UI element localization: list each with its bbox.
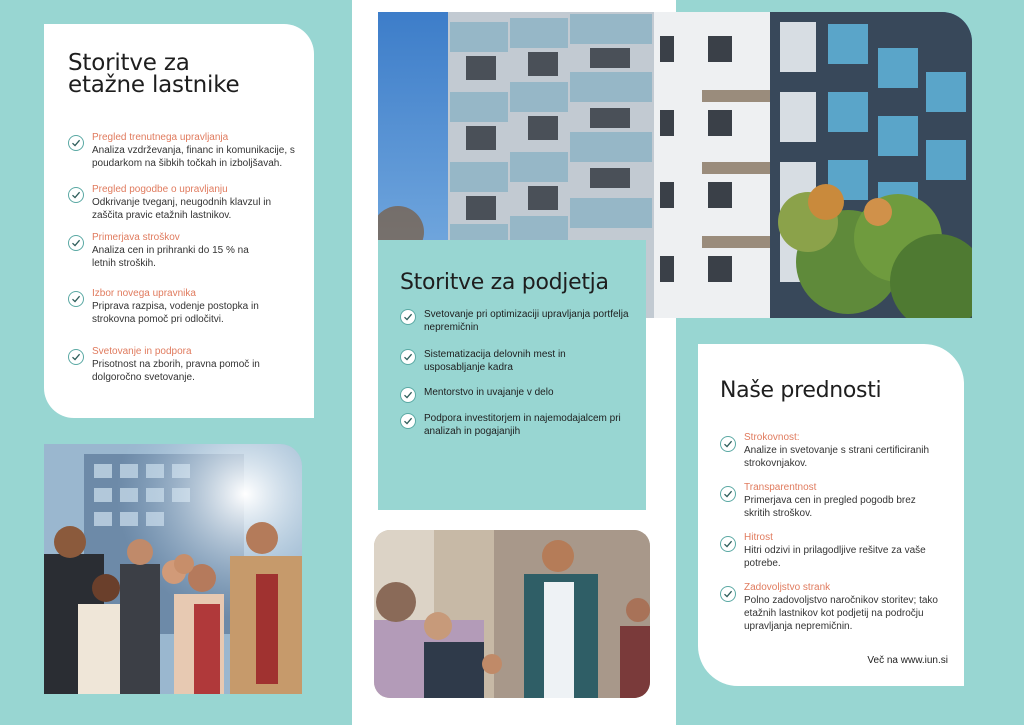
handshake-photo	[374, 530, 650, 698]
check-circle-icon	[720, 536, 736, 552]
item-description: Hitri odzivi in prilagodljive rešitve za vaše potrebe.	[744, 545, 926, 569]
list-item	[68, 232, 298, 288]
check-circle-icon	[720, 436, 736, 452]
item-text: Svetovanje pri optimizaciji upravljanja portfelja nepremičnin	[424, 309, 629, 333]
item-title: Strokovnost:	[744, 432, 800, 443]
list-item	[720, 482, 948, 532]
website-link[interactable]: Več na www.iun.si	[867, 655, 948, 666]
owners-services-list	[68, 132, 298, 384]
list-item	[68, 288, 298, 346]
check-circle-icon	[68, 349, 84, 365]
check-circle-icon	[400, 387, 416, 403]
item-title: Svetovanje in podpora	[92, 346, 192, 357]
check-circle-icon	[720, 586, 736, 602]
advantages-card	[698, 344, 964, 686]
list-item	[720, 582, 948, 633]
item-text: Podpora investitorjem in najemodajalcem pri analizah in pogajanjih	[424, 413, 621, 437]
check-circle-icon	[400, 349, 416, 365]
owners-services-title: Storitve za etažne lastnike	[68, 50, 240, 98]
owners-services-card	[44, 24, 314, 418]
advantages-list	[720, 432, 948, 633]
item-text: Mentorstvo in uvajanje v delo	[424, 387, 554, 398]
item-description: Analize in svetovanje s strani certificiranih strokovnjakov.	[744, 445, 930, 469]
item-title: Pregled trenutnega upravljanja	[92, 132, 229, 143]
item-description: Prisotnost na zborih, pravna pomoč in dolgoročno svetovanje.	[92, 359, 260, 383]
check-circle-icon	[68, 291, 84, 307]
check-circle-icon	[68, 135, 84, 151]
item-title: Hitrost	[744, 532, 773, 543]
company-services-list	[400, 308, 630, 438]
list-item	[400, 348, 630, 386]
item-text: Sistematizacija delovnih mest in usposabljanje kadra	[424, 349, 566, 373]
list-item	[720, 532, 948, 582]
item-description: Priprava razpisa, vodenje postopka in strokovna pomoč pri odločitvi.	[92, 301, 259, 325]
check-circle-icon	[68, 235, 84, 251]
item-description: Odkrivanje tveganj, neugodnih klavzul in zaščita pravic etažnih lastnikov.	[92, 197, 271, 221]
item-title: Izbor novega upravnika	[92, 288, 196, 299]
team-photo	[44, 444, 302, 694]
advantages-title: Naše prednosti	[720, 378, 882, 403]
list-item	[68, 184, 298, 232]
check-circle-icon	[400, 413, 416, 429]
item-title: Zadovoljstvo strank	[744, 582, 831, 593]
list-item	[68, 346, 298, 384]
company-services-card	[378, 240, 646, 510]
item-description: Polno zadovoljstvo naročnikov storitev; tako etažnih lastnikov kot podjetij na področju upravljanja nepremičnin.	[744, 595, 938, 632]
company-services-title: Storitve za podjetja	[400, 270, 609, 295]
check-circle-icon	[68, 187, 84, 203]
list-item	[400, 386, 630, 412]
item-description: Primerjava cen in pregled pogodb brez skritih stroškov.	[744, 495, 916, 519]
check-circle-icon	[720, 486, 736, 502]
list-item	[720, 432, 948, 482]
list-item	[400, 308, 630, 348]
item-title: Transparentnost	[744, 482, 817, 493]
list-item	[68, 132, 298, 184]
list-item	[400, 412, 630, 438]
item-title: Primerjava stroškov	[92, 232, 180, 243]
item-description: Analiza cen in prihranki do 15 % na letnih stroških.	[92, 245, 249, 269]
check-circle-icon	[400, 309, 416, 325]
item-title: Pregled pogodbe o upravljanju	[92, 184, 228, 195]
item-description: Analiza vzdrževanja, financ in komunikacije, s poudarkom na šibkih točkah in izboljšavah.	[92, 145, 295, 169]
